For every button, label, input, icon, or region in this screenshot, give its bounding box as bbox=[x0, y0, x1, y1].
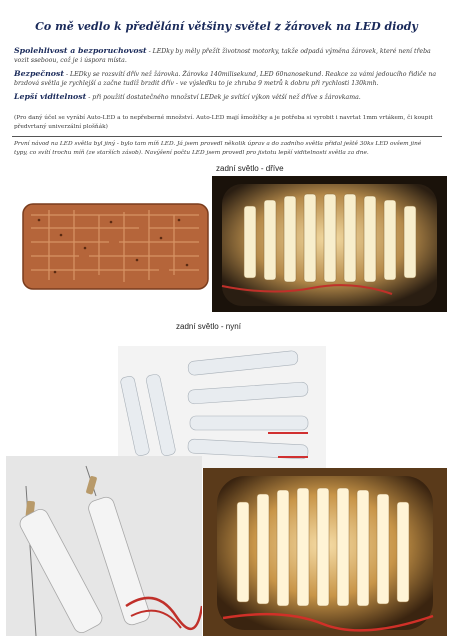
caption-before: zadní světlo - dříve bbox=[216, 164, 284, 173]
section-text: - při použití dostatečného množství LEDek je svítící výkon větší než dříve s žárovkama. bbox=[86, 94, 361, 101]
old-taillight-photo bbox=[212, 176, 447, 312]
section-visibility bbox=[14, 92, 442, 102]
note-instructions: První návod na LED světla byl jiný - bylo tam míň LED. Já jsem provedl několik úprav a do zadního světla přidal ještě 30ks LED ovšem jiné typy, co svítí trochu míň (ze starších zásob). Navýšení počtu LED jsem provedl pro jistotu lepší viditelnosti světla za dne. bbox=[14, 141, 422, 156]
section-text: - LEDky se rozsvítí dřív než žárovka. Žárovka 140milisekund, LED 60nanosekund. Reakce za vámi jedoucího řidiče na brzdová světla je rychlejší a začne tudíž brzdit dřív - ve výsledku to je zhruba 9 metrů k dobru při rychlosti 130kmh. bbox=[14, 71, 437, 87]
section-heading: Bezpečnost bbox=[14, 69, 64, 78]
section-reliability bbox=[14, 46, 442, 65]
pcb-photo bbox=[19, 200, 212, 293]
wired-strip-image bbox=[6, 456, 202, 636]
pcb-image bbox=[19, 200, 212, 293]
led-strips-photo bbox=[118, 346, 326, 468]
section-text: - LEDky by měly přežít životnost motorky, takže odpadá výměna žárovek, které není třeba vozit sseboou, což je i úspora místa. bbox=[14, 48, 431, 64]
page-title: Co mě vedlo k předělání většiny světel z žárovek na LED diody bbox=[35, 20, 418, 33]
old-taillight-image bbox=[212, 176, 447, 312]
new-taillight-photo bbox=[203, 468, 447, 636]
led-strips-image bbox=[118, 346, 326, 468]
wired-strip-photo bbox=[6, 456, 202, 636]
divider bbox=[12, 136, 442, 137]
section-heading: Lepší viditelnost bbox=[14, 92, 87, 101]
section-heading: Spolehlivost a bezporuchovost bbox=[14, 46, 147, 55]
caption-now: zadní světlo - nyní bbox=[176, 322, 241, 331]
new-taillight-image bbox=[203, 468, 447, 636]
section-safety bbox=[14, 69, 442, 88]
note-auto-led: (Pro daný účel se vyrábí Auto-LED a to nepřeberné množství. Auto-LED mají šmožičky a je potřeba si vyrobit i navrtat 1mm vrtákem, či koupit předvrtaný univerzální plošňák) bbox=[14, 115, 433, 130]
